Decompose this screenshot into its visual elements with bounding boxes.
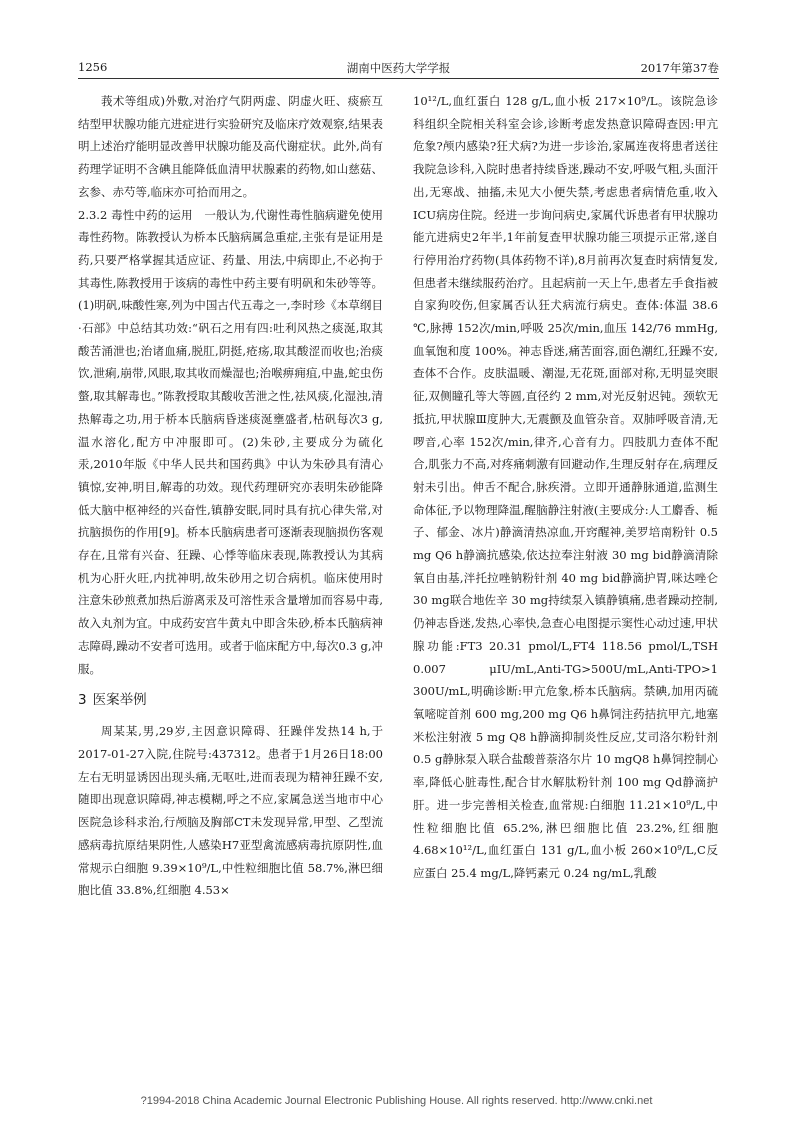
page-number: 1256 (78, 60, 108, 74)
journal-title: 湖南中医药大学学报 (346, 61, 451, 75)
right-column (413, 90, 718, 885)
copyright-footer: ?1994-2018 China Academic Journal Electronic Publishing House. All rights reserved. http://www.cnki.net (140, 1095, 653, 1107)
volume-label: 2017年第37卷 (640, 61, 719, 75)
case-paragraph-continued: 10¹²/L,血红蛋白 128 g/L,血小板 217×10⁹/L。该院急诊科组织全院相关科室会诊,诊断考虑发热意识障碍查因:甲亢危象?颅内感染?狂犬病?为进一步诊治,家属连夜将患者送往我院急诊科,入院时患者持续昏迷,躁动不安,呼吸气粗,头面汗出,无寒战、抽搐,未见大小便失禁,考虑患者病情危重,收入ICU病房住院。经进一步询问病史,家属代诉患者有甲状腺功能亢进病史2年半,1年前复查甲状腺功能三项提示正常,遂自行停用治疗药物(具体药物不详),8月前再次复查时病情复发,但患者未继续服药治疗。且起病前一天上午,患者左手食指被自家狗咬伤,但家属否认狂犬病流行病史。查体:体温 38.6 ℃,脉搏 152次/min,呼吸 25次/min,血压 142/76 mmHg,血氧饱和度 100%。神志昏迷,痛苦面容,面色潮红,狂躁不安,查体不合作。皮肤温暖、潮湿,无花斑,面部对称,无明显突眼征,双侧瞳孔等大等圆,直径约 2 mm,对光反射迟钝。颈软无抵抗,甲状腺Ⅲ度肿大,无震颤及血管杂音。双肺呼吸音清,无啰音,心率 152次/min,律齐,心音有力。四肢肌力查体不配合,肌张力不高,对疼痛刺激有回避动作,生理反射存在,病理反射未引出。伸舌不配合,脉疾滑。立即开通静脉通道,监测生命体征,予以物理降温,醒脑静注射液(主要成分:人工麝香、栀子、郁金、冰片)静滴清热凉血,开窍醒神,美罗培南粉针 0.5 mg Q6 h静滴抗感染,依达拉奉注射液 30 mg bid静滴清除氧自由基,泮托拉唑钠粉针剂 40 mg bid静滴护胃,咪达唑仑 30 mg联合地佐辛 30 mg持续泵入镇静镇痛,患者躁动控制,仍神志昏迷,发热,心率快,急查心电图提示窦性心动过速,甲状腺功能:FT3 20.31 pmol/L,FT4 118.56 pmol/L,TSH 0.007 μIU/mL,Anti-TG>500U/mL,Anti-TPO>1 300U/mL,明确诊断:甲亢危象,桥本氏脑病。禁碘,加用丙硫氧嘧啶首剂 600 mg,200 mg Q6 h鼻饲注药拮抗甲亢,地塞米松注射液 5 mg Q8 h静滴抑制炎性反应,艾司洛尔粉针剂 0.5 g静脉泵入联合盐酸普萘洛尔片 10 mgQ8 h鼻饲控制心率,降低心脏毒性,配合甘水解肽粉针剂 100 mg Qd静滴护肝。进一步完善相关检查,血常规:白细胞 11.21×10⁹/L,中性粒细胞比值 65.2%,淋巴细胞比值 23.2%,红细胞 4.68×10¹²/L,血红蛋白 131 g/L,血小板 260×10⁹/L,C反应蛋白 25.4 mg/L,降钙素元 0.24 ng/mL,乳酸 (413, 94, 718, 880)
subsection-heading: 2.3.2 毒性中药的运用 (78, 207, 193, 222)
paragraph: 莪术等组成)外敷,对治疗气阴两虚、阴虚火旺、痰瘀互结型甲状腺功能亢进症进行实验研究及临床疗效观察,结果表明上述治疗能明显改善甲状腺功能及高代谢症状。此外,尚有药理学证明不含碘且能降低血清甲状腺素的药物,如山慈菇、玄参、赤芍等,临床亦可拾而用之。 (78, 94, 383, 199)
paragraph-text: 一般认为,代谢性毒性脑病避免使用毒性药物。陈教授认为桥本氏脑病属急重症,主张有是证用是药,只要严格掌握其适应证、药量、用法,中病即止,不必拘于其毒性,陈教授用于该病的毒性中药主要有明矾和朱砂等等。(1)明矾,味酸性寒,列为中国古代五毒之一,李时珍《本草纲目·石部》中总结其功效:“矾石之用有四:吐利风热之痰涎,取其酸苦涌泄也;治诸血痛,脱肛,阴挺,疮疡,取其酸涩而收也;治痰饮,泄痢,崩带,风眼,取其收而燥湿也;治喉痹痈疽,中蛊,蛇虫伤螫,取其解毒也。”陈教授取其酸收苦泄之性,祛风痰,化湿浊,清热解毒之功,用于桥本氏脑病昏迷痰涎壅盛者,枯矾每次3 g,温水溶化,配方中冲服即可。(2)朱砂,主要成分为硫化汞,2010年版《中华人民共和国药典》中认为朱砂具有清心镇惊,安神,明目,解毒的功效。现代药理研究亦表明朱砂能降低大脑中枢神经的兴奋性,镇静安眠,同时具有抗心律失常,对抗脑损伤的作用[9]。桥本氏脑病患者可逐渐表现脑损伤客观存在,且常有兴奋、狂躁、心悸等临床表现,陈教授认为其病机为心肝火旺,内扰神明,故朱砂用之切合病机。临床使用时注意朱砂煎煮加热后游离汞及可溶性汞含量增加而容易中毒,故入丸剂为宜。中成药安宫牛黄丸中即含朱砂,桥本氏脑病神志障碍,躁动不安者可选用。或者于临床配方中,每次0.3 g,冲服。 (78, 207, 384, 676)
subsection-paragraph (78, 204, 383, 681)
section-number: 3 (78, 692, 87, 709)
section-title: 医案举例 (92, 692, 147, 709)
running-header (78, 60, 719, 79)
case-paragraph: 周某某,男,29岁,主因意识障碍、狂躁伴发热14 h,于2017-01-27入院,住院号:437312。患者于1月26日18:00左右无明显诱因出现头痛,无呕吐,进而表现为精神狂躁不安,随即出现意识障碍,神志模糊,呼之不应,家属急送当地市中心医院急诊科求治,行颅脑及胸部CT未发现异常,甲型、乙型流感病毒抗原结果阴性,人感染H7亚型禽流感病毒抗原阴性,血常规示白细胞 9.39×10⁹/L,中性粒细胞比值 58.7%,淋巴细胞比值 33.8%,红细胞 4.53× (78, 724, 383, 898)
section-heading (78, 688, 383, 712)
left-column (78, 90, 383, 902)
